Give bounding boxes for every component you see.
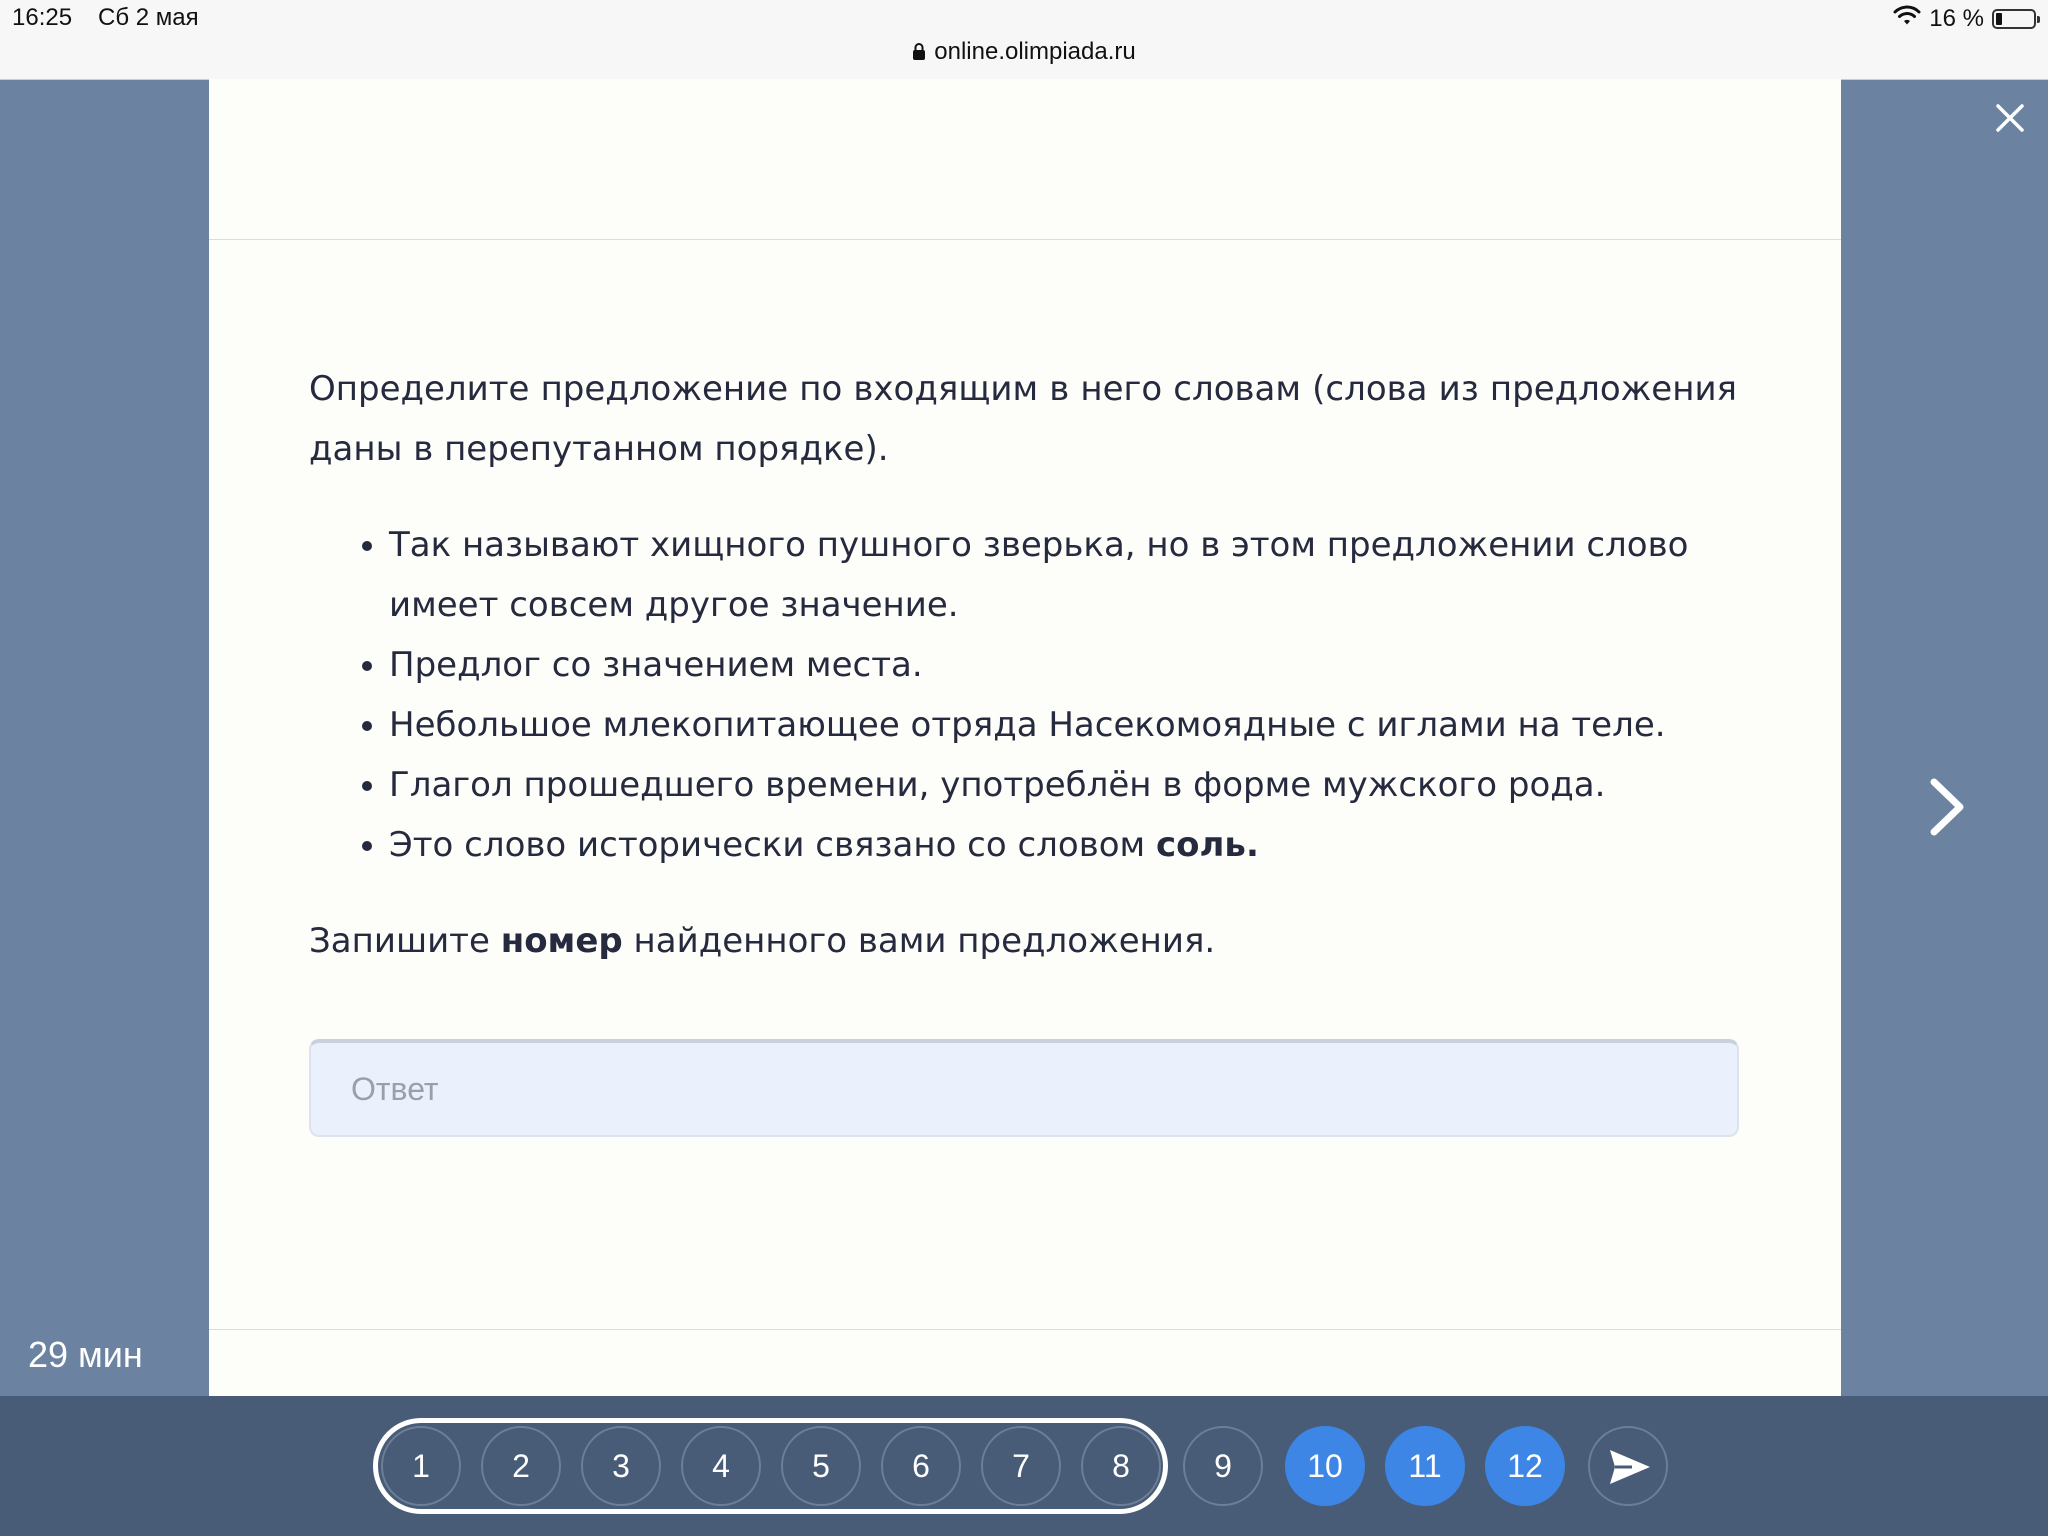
clue-text: Это слово исторически связано со словом [389,825,1157,865]
status-date: Сб 2 мая [98,4,199,31]
clue-item: • Так называют хищного пушного зверька, но в этом предложении слово имеет совсем другое значение. [389,515,1737,635]
battery-icon [1992,9,2036,29]
question-navigation [0,1396,2048,1536]
timer: 29 мин [28,1334,143,1375]
status-time: 16:25 [12,4,73,31]
clue-bold-word: соль [1156,825,1246,865]
url-text: online.olimpiada.ru [934,38,1136,65]
question-button-4[interactable]: 4 [681,1426,761,1506]
question-button-6[interactable]: 6 [881,1426,961,1506]
question-button-12[interactable]: 12 [1485,1426,1565,1506]
instruction-start: Запишите [309,921,501,961]
divider [209,239,1841,240]
instruction-bold: номер [500,921,623,961]
chevron-right-icon[interactable] [1922,772,1972,842]
question-button-9[interactable]: 9 [1183,1426,1263,1506]
task-intro: Определите предложение по входящим в него словам (слова из предложения даны в перепутанном порядке). [309,369,1737,469]
question-button-7[interactable]: 7 [981,1426,1061,1506]
clue-item: • Глагол прошедшего времени, употреблён в форме мужского рода. [389,755,1737,815]
divider [209,1329,1841,1330]
lock-icon [912,39,926,67]
task-content [309,359,1737,971]
question-button-10[interactable]: 10 [1285,1426,1365,1506]
battery-percent: 16 % [1929,4,1984,32]
question-button-11[interactable]: 11 [1385,1426,1465,1506]
task-card [209,79,1841,1396]
clue-period: . [1245,825,1259,865]
question-button-2[interactable]: 2 [481,1426,561,1506]
question-button-1[interactable]: 1 [381,1426,461,1506]
clue-item: • Предлог со значением места. [389,635,1737,695]
clue-item [389,815,1737,875]
status-right [1893,4,2036,33]
status-bar [0,0,2048,80]
question-button-3[interactable]: 3 [581,1426,661,1506]
instruction-end: найденного вами предложения. [622,921,1216,961]
clue-list [309,515,1737,875]
answer-input[interactable] [309,1039,1739,1137]
clue-item: • Небольшое млекопитающее отряда Насекомоядные с иглами на теле. [389,695,1737,755]
question-button-8[interactable]: 8 [1081,1426,1161,1506]
question-button-5[interactable]: 5 [781,1426,861,1506]
wifi-icon [1893,4,1921,33]
task-instruction [309,911,1737,971]
submit-button[interactable] [1588,1426,1668,1506]
address-bar[interactable] [0,38,2048,67]
close-icon[interactable] [1988,96,2032,140]
